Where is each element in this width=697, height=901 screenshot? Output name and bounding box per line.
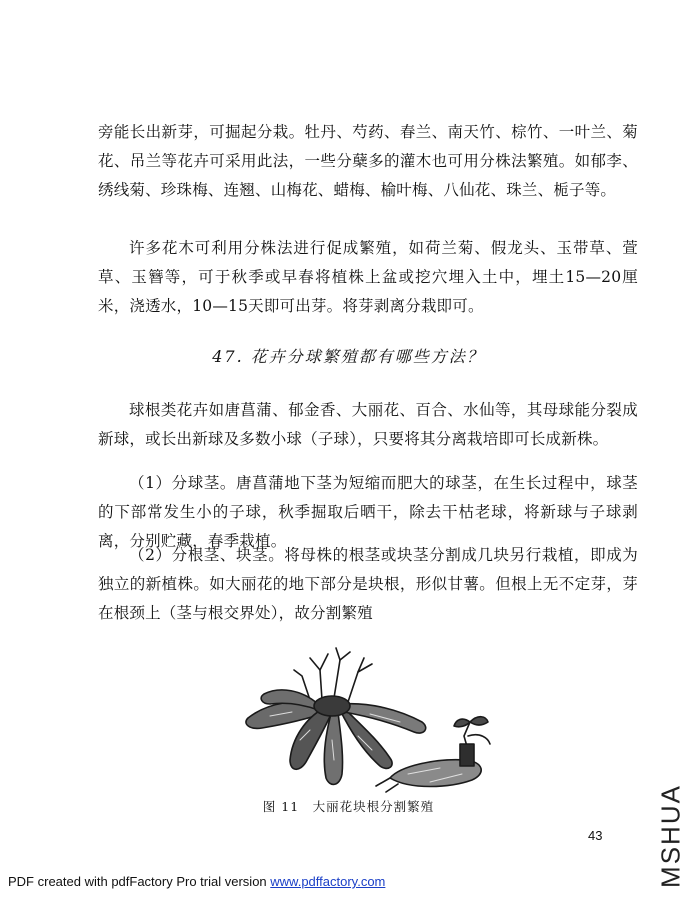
watermark — [648, 784, 694, 888]
paragraph-forcing-propagation: 许多花木可利用分株法进行促成繁殖，如荷兰菊、假龙头、玉带草、萱草、玉簪等，可于秋季或早春将植株上盆或挖穴埋入土中，埋土15—20厘米，浇透水，10—15天即可出芽。将芽剥离分栽即可。 — [98, 239, 638, 315]
paragraph-division-plants: 旁能长出新芽，可掘起分栽。牡丹、芍药、春兰、南天竹、棕竹、一叶兰、菊花、吊兰等花卉可采用此法，一些分蘖多的灌木也可用分株法繁殖。如郁李、绣线菊、珍珠梅、连翘、山梅花、蜡梅、榆叶梅、八仙花、珠兰、栀子等。 — [98, 123, 638, 199]
paragraph-corm-division: （1）分球茎。唐菖蒲地下茎为短缩而肥大的球茎，在生长过程中，球茎的下部常发生小的子球，秋季掘取后晒干，除去干枯老球，将新球与子球剥离，分别贮藏，春季栽植。 — [98, 474, 638, 550]
watermark-text: MSHUA — [655, 784, 686, 888]
figure-caption: 图 11 大丽花块根分割繁殖 — [262, 799, 435, 814]
pdf-footer — [8, 874, 385, 889]
paragraph-rhizome-division: （2）分根茎、块茎。将母株的根茎或块茎分割成几块另行栽植，即成为独立的新植株。如大丽花的地下部分是块根，形似甘薯。但根上无不定芽，芽在根颈上（茎与根交界处），故分割繁殖 — [98, 546, 638, 622]
footer-text: PDF created with pdfFactory Pro trial version — [8, 874, 271, 889]
page-number: 43 — [588, 828, 603, 843]
section-heading: 47. 花卉分球繁殖都有哪些方法？ — [212, 347, 485, 366]
dahlia-tuber-illustration — [240, 640, 505, 795]
footer-link[interactable]: www.pdffactory.com — [270, 874, 386, 889]
paragraph-bulb-flowers: 球根类花卉如唐菖蒲、郁金香、大丽花、百合、水仙等，其母球能分裂成新球，或长出新球及多数小球（子球），只要将其分离栽培即可长成新株。 — [98, 401, 638, 448]
